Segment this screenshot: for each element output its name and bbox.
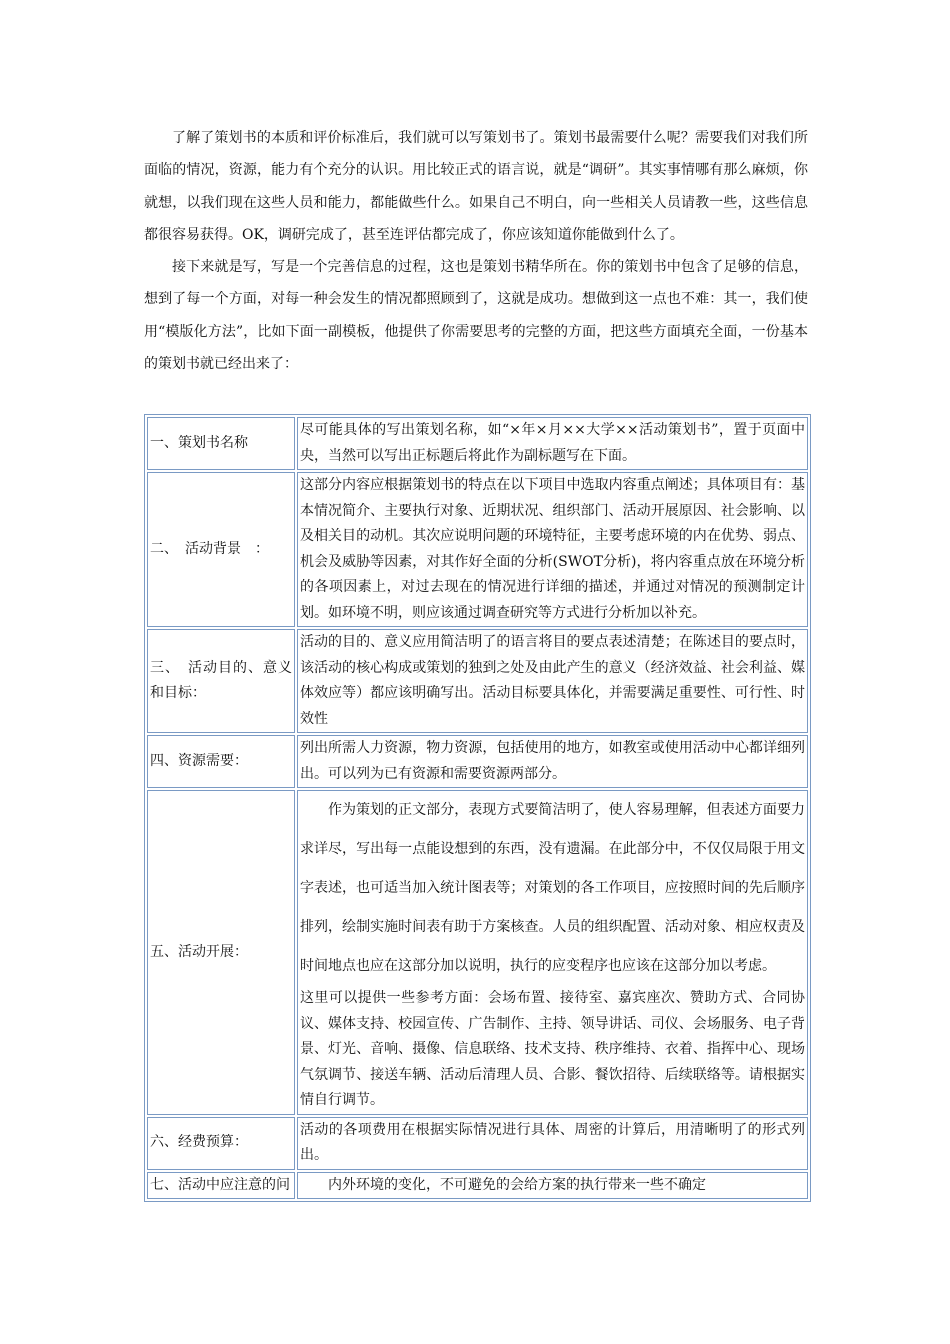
row-content-resources: 列出所需人力资源，物力资源，包括使用的地方，如教室或使用活动中心都详细列出。可以列为已有资源和需要资源两部分。 <box>297 735 808 788</box>
intro-text <box>144 122 808 380</box>
activity-reference-text: 这里可以提供一些参考方面：会场布置、接待室、嘉宾座次、赞助方式、合同协议、媒体支持、校园宣传、广告制作、主持、领导讲话、司仪、会场服务、电子背景、灯光、音响、摄像、信息联络、技术支持、秩序维持、衣着、指挥中心、现场气氛调节、接送车辆、活动后清理人员、合影、餐饮招待、后续联络等。请根据实情自行调节。 <box>299 990 805 1108</box>
row-label-budget: 六、经费预算： <box>147 1117 295 1170</box>
table-row <box>147 735 808 788</box>
row-content-notes: 内外环境的变化，不可避免的会给方案的执行带来一些不确定 <box>297 1172 808 1200</box>
row-content-budget: 活动的各项费用在根据实际情况进行具体、周密的计算后，用清晰明了的形式列出。 <box>297 1117 808 1170</box>
row-content-background: 这部分内容应根据策划书的特点在以下项目中选取内容重点阐述；具体项目有：基本情况简介、主要执行对象、近期状况、组织部门、活动开展原因、社会影响、以及相关目的动机。其次应说明问题的环境特征，主要考虑环境的内在优势、弱点、机会及威胁等因素，对其作好全面的分析(SWOT分析)，将内容重点放在环境分析的各项因素上，对过去现在的情况进行详细的描述，并通过对情况的预测制定计划。如环境不明，则应该通过调查研究等方式进行分析加以补充。 <box>297 472 808 627</box>
activity-main-text: 作为策划的正文部分，表现方式要简洁明了，使人容易理解，但表述方面要力求详尽，写出每一点能设想到的东西，没有遗漏。在此部分中，不仅仅局限于用文字表述，也可适当加入统计图表等；对策划的各工作项目，应按照时间的先后顺序排列，绘制实施时间表有助于方案核查。人员的组织配置、活动对象、相应权责及时间地点也应在这部分加以说明，执行的应变程序也应该在这部分加以考虑。 <box>299 802 805 974</box>
table-row <box>147 790 808 1115</box>
table-row <box>147 1117 808 1170</box>
row-label-activity: 五、活动开展： <box>147 790 295 1115</box>
row-content-purpose: 活动的目的、意义应用简洁明了的语言将目的要点表述清楚；在陈述目的要点时，该活动的核心构成或策划的独到之处及由此产生的意义（经济效益、社会利益、媒体效应等）都应该明确写出。活动目标要具体化，并需要满足重要性、可行性、时效性 <box>297 629 808 733</box>
table-row <box>147 417 808 470</box>
plan-template-table <box>144 414 811 1202</box>
intro-paragraph-1: 了解了策划书的本质和评价标准后，我们就可以写策划书了。策划书最需要什么呢？需要我们对我们所面临的情况，资源，能力有个充分的认识。用比较正式的语言说，就是“调研”。其实事情哪有那么麻烦，你就想，以我们现在这些人员和能力，都能做些什么。如果自己不明白，向一些相关人员请教一些，这些信息都很容易获得。OK，调研完成了，甚至连评估都完成了，你应该知道你能做到什么了。 <box>144 130 808 243</box>
row-content-activity <box>297 790 808 1115</box>
table-row <box>147 472 808 627</box>
row-label-background: 二、 活动背景 ： <box>147 472 295 627</box>
row-label-title: 一、策划书名称 <box>147 417 295 470</box>
intro-paragraph-2: 接下来就是写，写是一个完善信息的过程，这也是策划书精华所在。你的策划书中包含了足够的信息，想到了每一个方面，对每一种会发生的情况都照顾到了，这就是成功。想做到这一点也不难：其一，我们使用“模版化方法”，比如下面一副模板，他提供了你需要思考的完整的方面，把这些方面填充全面，一份基本的策划书就已经出来了： <box>144 259 808 373</box>
table-row <box>147 629 808 733</box>
row-label-resources: 四、资源需要： <box>147 735 295 788</box>
table-row <box>147 1172 808 1200</box>
row-content-title: 尽可能具体的写出策划名称，如“×年×月××大学××活动策划书”，置于页面中央，当然可以写出正标题后将此作为副标题写在下面。 <box>297 417 808 470</box>
row-label-notes: 七、活动中应注意的问 <box>147 1172 295 1200</box>
row-label-purpose: 三、 活动目的、意义和目标： <box>147 629 295 733</box>
